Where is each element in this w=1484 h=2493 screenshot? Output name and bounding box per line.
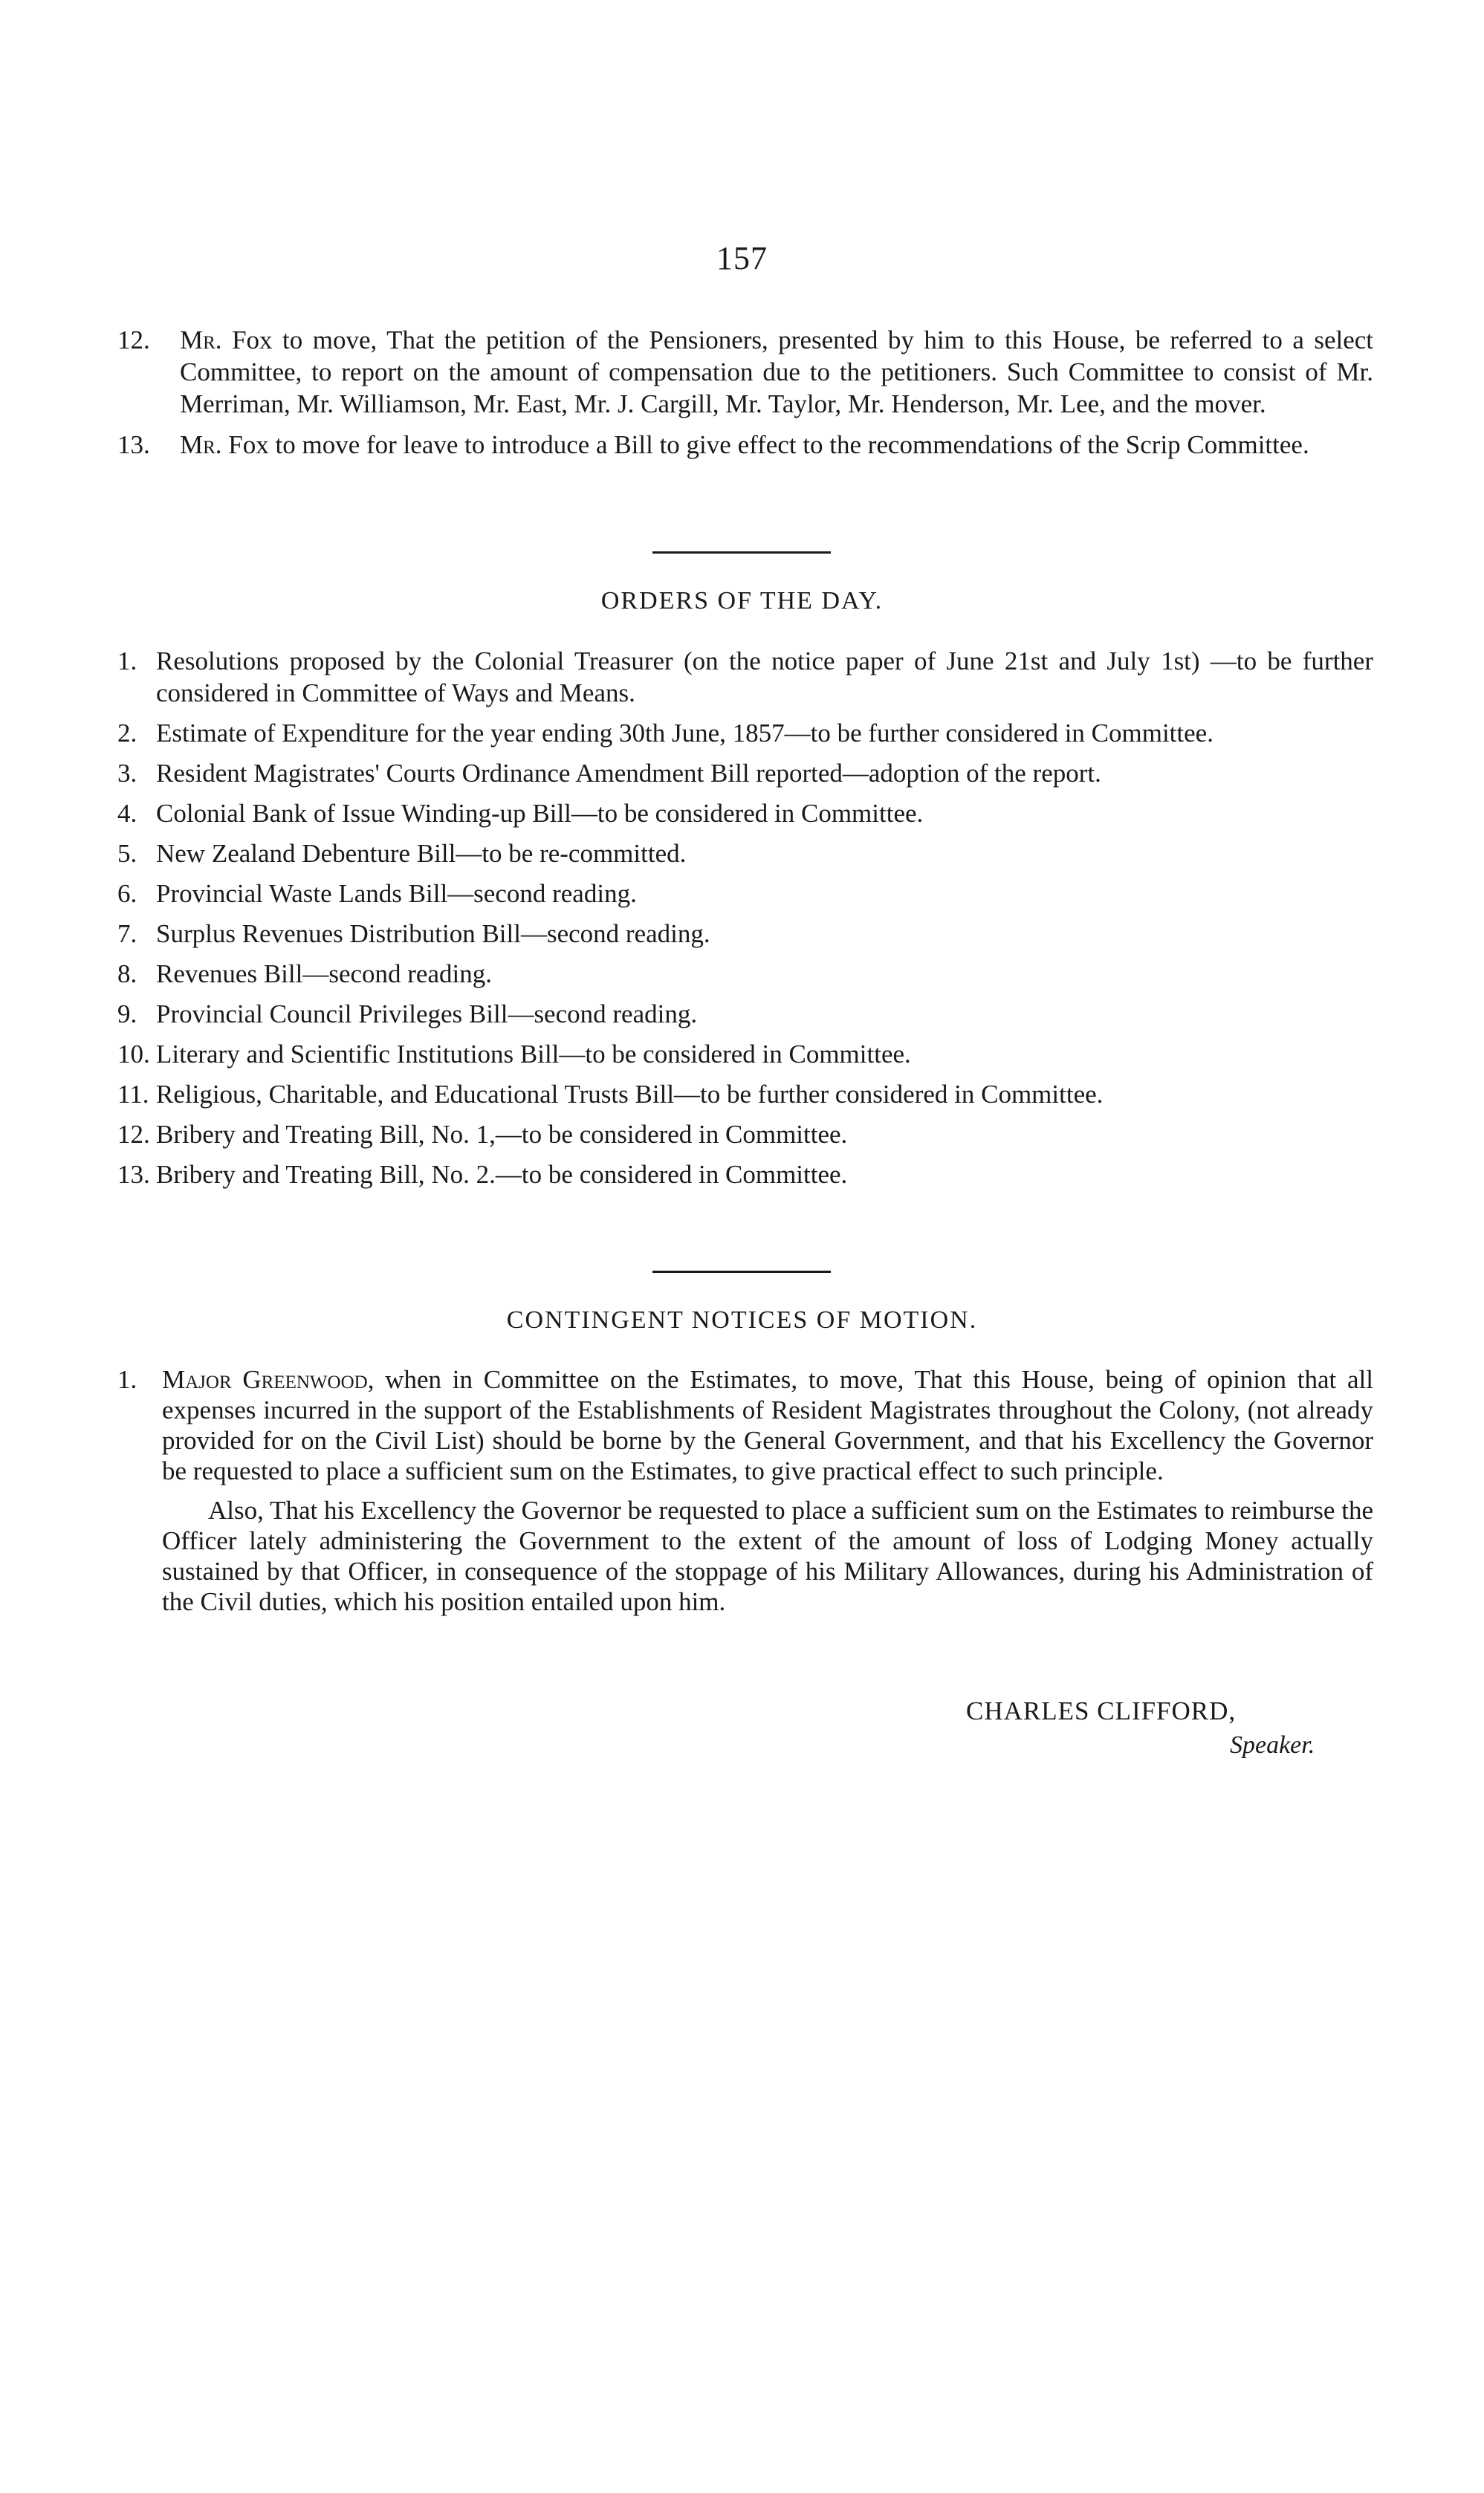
order-item bbox=[117, 998, 1373, 1030]
order-text: Bribery and Treating Bill, No. 1,—to be considered in Committee. bbox=[156, 1120, 848, 1149]
order-text: Provincial Waste Lands Bill—second reading. bbox=[156, 879, 637, 908]
contingent-notice-also: Also, That his Excellency the Governor be requested to place a sufficient sum on the Estimates to reimburse the Officer lately administering the Government to the extent of the amount of loss of Lodging Money actually sustained by that Officer, in consequence of the stoppage of his Military Allowances, during his Administration of the Civil duties, which his position entailed upon him. bbox=[162, 1496, 1373, 1616]
order-item bbox=[117, 958, 1373, 990]
order-text: Bribery and Treating Bill, No. 2.—to be considered in Committee. bbox=[156, 1160, 848, 1189]
order-text: Literary and Scientific Institutions Bill—to be considered in Committee. bbox=[156, 1040, 911, 1069]
contingent-notice-number: 1. bbox=[117, 1365, 137, 1394]
order-item bbox=[117, 918, 1373, 950]
notices-of-motion bbox=[117, 324, 1373, 470]
contingent-notice-body: when in Committee on the Estimates, to move, That this House, being of opinion that all expenses incurred in the support of the Establishments of Resident Magistrates throughout the Colony, (not already provided for on the Civil List) should be borne by the General Government, and that his Excellency the Governor be requested to place a sufficient sum on the Estimates, to give practical effect to such principle. bbox=[162, 1365, 1374, 1485]
notice-mover-name: Fox bbox=[232, 325, 273, 354]
order-number: 12. bbox=[117, 1120, 150, 1149]
order-number: 1. bbox=[117, 646, 137, 675]
order-number: 8. bbox=[117, 959, 137, 988]
order-text: Surplus Revenues Distribution Bill—second reading. bbox=[156, 919, 710, 948]
contingent-notices-heading: CONTINGENT NOTICES OF MOTION. bbox=[506, 1306, 978, 1334]
order-text: New Zealand Debenture Bill—to be re-committed. bbox=[156, 839, 687, 868]
notice-text bbox=[180, 324, 1373, 420]
order-item bbox=[117, 757, 1373, 789]
order-item bbox=[117, 1158, 1373, 1190]
notice-text bbox=[180, 429, 1373, 461]
order-text: Estimate of Expenditure for the year ending 30th June, 1857—to be further considered in Committee. bbox=[156, 719, 1214, 748]
notice-item bbox=[117, 324, 1373, 420]
notice-mover-name: Fox bbox=[228, 430, 269, 459]
signature-name: CHARLES CLIFFORD, bbox=[966, 1696, 1237, 1725]
order-number: 2. bbox=[117, 719, 137, 748]
order-text: Revenues Bill—second reading. bbox=[156, 959, 492, 988]
order-number: 5. bbox=[117, 839, 137, 868]
order-item bbox=[117, 797, 1373, 829]
order-item bbox=[117, 878, 1373, 910]
contingent-notice-text bbox=[162, 1364, 1373, 1486]
signature-title: Speaker. bbox=[1230, 1731, 1315, 1759]
notice-number: 12. bbox=[117, 325, 150, 354]
contingent-notices-list bbox=[117, 1364, 1373, 1617]
order-number: 13. bbox=[117, 1160, 150, 1189]
order-item bbox=[117, 717, 1373, 749]
orders-of-the-day-list bbox=[117, 645, 1373, 1199]
order-item bbox=[117, 645, 1373, 709]
contingent-notice-mover: Major Greenwood, bbox=[162, 1365, 375, 1394]
order-number: 11. bbox=[117, 1080, 149, 1109]
notice-body: to move for leave to introduce a Bill to give effect to the recommendations of the Scrip Committee. bbox=[275, 430, 1309, 459]
order-text: Resident Magistrates' Courts Ordinance Amendment Bill reported—adoption of the report. bbox=[156, 759, 1101, 788]
order-number: 6. bbox=[117, 879, 137, 908]
order-number: 7. bbox=[117, 919, 137, 948]
notice-mover: Mr. bbox=[180, 430, 222, 459]
order-text: Religious, Charitable, and Educational Trusts Bill—to be further considered in Committee. bbox=[156, 1080, 1104, 1109]
order-text: Colonial Bank of Issue Winding-up Bill—to be considered in Committee. bbox=[156, 799, 924, 828]
order-item bbox=[117, 1078, 1373, 1110]
section-divider bbox=[652, 551, 831, 554]
page-number: 157 bbox=[716, 240, 768, 276]
notice-item bbox=[117, 429, 1373, 461]
notice-body: to move, That the petition of the Pensioners, presented by him to this House, be referred to a select Committee, to report on the amount of compensation due to the petitioners. Such Committee to consist of Mr. Merriman, Mr. Williamson, Mr. East, Mr. J. Cargill, Mr. Taylor, Mr. Henderson, Mr. Lee, and the mover. bbox=[180, 325, 1374, 418]
order-item bbox=[117, 1118, 1373, 1150]
order-item bbox=[117, 837, 1373, 869]
order-text: Provincial Council Privileges Bill—second reading. bbox=[156, 999, 698, 1028]
orders-of-the-day-heading: ORDERS OF THE DAY. bbox=[600, 587, 884, 615]
contingent-notice-item bbox=[117, 1364, 1373, 1486]
order-number: 9. bbox=[117, 999, 137, 1028]
notice-mover: Mr. bbox=[180, 325, 222, 354]
order-number: 3. bbox=[117, 759, 137, 788]
notice-number: 13. bbox=[117, 430, 150, 459]
section-divider bbox=[652, 1271, 831, 1273]
order-item bbox=[117, 1038, 1373, 1070]
order-number: 4. bbox=[117, 799, 137, 828]
order-text: Resolutions proposed by the Colonial Treasurer (on the notice paper of June 21st and July 1st) —to be further considered in Committee of Ways and Means. bbox=[156, 646, 1373, 707]
order-number: 10. bbox=[117, 1040, 150, 1069]
